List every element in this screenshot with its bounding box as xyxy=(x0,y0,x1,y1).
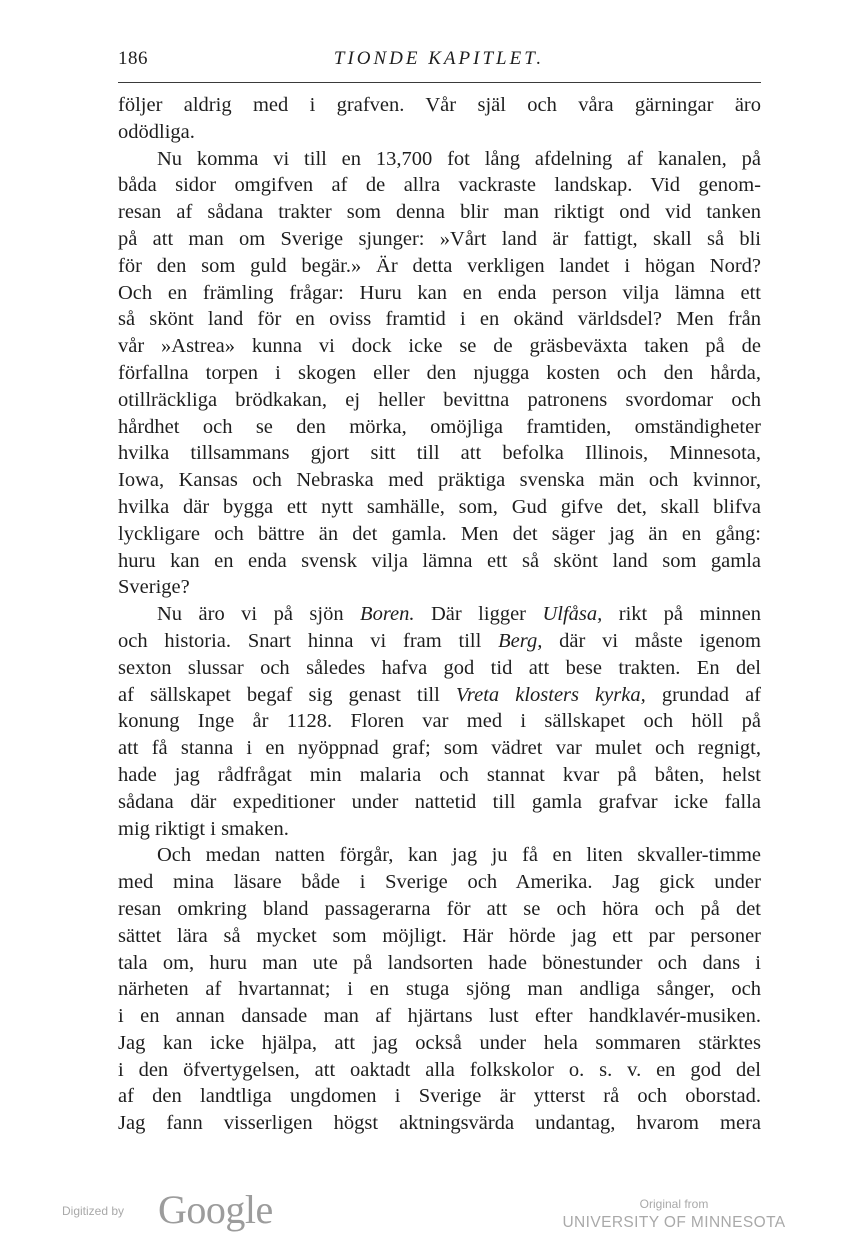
text-line: Jag fann visserligen högst aktningsvärda undantag, hvarom mera xyxy=(118,1112,761,1135)
italic-fragment: Vreta klosters kyrka, xyxy=(455,683,646,706)
text-line: hvilka där bygga ett nytt samhälle, som, Gud gifve det, skall blifva xyxy=(118,495,761,518)
text-line: sättet lära så mycket som möjligt. Här hörde jag ett par personer xyxy=(118,924,761,947)
text-fragment: Nu äro vi på sjön xyxy=(157,603,361,626)
source-institution: UNIVERSITY OF MINNESOTA xyxy=(562,1214,786,1231)
source-watermark xyxy=(554,1196,794,1234)
text-line: otillräckliga brödkakan, ej heller bevittna patronens svordomar och xyxy=(118,388,761,411)
text-line: sexton slussar och således hafva god tid att bese trakten. En del xyxy=(118,656,761,679)
text-fragment: Där ligger xyxy=(414,603,543,626)
text-line: i den öfvertygelsen, att oaktadt alla folkskolor o. s. v. en god del xyxy=(118,1058,761,1081)
text-line: sådana där expeditioner under nattetid till gamla grafvar icke falla xyxy=(118,790,761,813)
text-line: så skönt land för en oviss framtid i en okänd världsdel? Men från xyxy=(118,308,761,331)
header-rule xyxy=(118,82,761,83)
text-line: följer aldrig med i grafven. Vår själ och våra gärningar äro xyxy=(118,94,761,116)
digitized-label: Digitized by xyxy=(62,1204,125,1218)
text-line: tala om, huru man ute på landsorten hade bönestunder och dans i xyxy=(118,951,761,974)
text-line: Iowa, Kansas och Nebraska med präktiga svenska män och kvinnor, xyxy=(118,469,761,492)
text-line: huru kan en enda svensk vilja lämna ett så skönt land som gamla xyxy=(118,549,761,572)
text-line: hvilka tillsammans gjort sitt till att befolka Illinois, Minnesota, xyxy=(118,442,761,465)
text-line: af sällskapet begaf sig genast till Vreta klosters kyrka, grundad af xyxy=(118,683,761,706)
text-line: resan omkring bland passagerarna för att se och höra och på det xyxy=(118,897,761,920)
text-line: för den som guld begär.» Är detta verkligen landet i högan Nord? xyxy=(118,254,761,277)
text-line: och historia. Snart hinna vi fram till Berg, där vi måste igenom xyxy=(118,629,761,652)
text-line: Jag kan icke hjälpa, att jag också under hela sommaren stärktes xyxy=(118,1031,761,1054)
text-line: resan af sådana trakter som denna blir man riktigt ond vid tanken xyxy=(118,201,761,224)
text-line-mixed xyxy=(118,601,761,628)
running-head xyxy=(118,48,760,74)
text-line: hårdhet och se den mörka, omöjliga framtiden, omständigheter xyxy=(118,415,761,438)
text-line: i en annan dansade man af hjärtans lust efter handklavér-musiken. xyxy=(118,1005,761,1028)
text-line: lyckligare och bättre än det gamla. Men det säger jag än en gång: xyxy=(118,522,761,545)
text-line: odödliga. xyxy=(118,120,195,143)
google-logo: Google xyxy=(158,1187,273,1232)
text-line: närheten af hvartannat; i en stuga sjöng man andliga sånger, och xyxy=(118,978,761,1001)
digitized-by-watermark xyxy=(62,1186,302,1230)
place-name-italic: Boren. xyxy=(360,603,415,626)
text-line: Och en främling frågar: Huru kan en enda person vilja lämna ett xyxy=(118,281,761,304)
chapter-title: TIONDE KAPITLET. xyxy=(333,48,545,69)
page-number: 186 xyxy=(118,48,148,69)
text-line: mig riktigt i smaken. xyxy=(118,817,289,840)
text-line: båda sidor omgifven af de allra vackraste landskap. Vid genom- xyxy=(118,174,761,197)
text-line: på att man om Sverige sjunger: »Vårt land är fattigt, skall så bli xyxy=(118,227,761,250)
text-line: att få stanna i en nyöppnad graf; som vädret var mulet och regnigt, xyxy=(118,737,761,760)
text-line: förfallna torpen i skogen eller den njugga kosten och den hårda, xyxy=(118,361,761,384)
source-top-label: Original from xyxy=(639,1197,709,1211)
text-line: med mina läsare både i Sverige och Amerika. Jag gick under xyxy=(118,871,761,894)
text-line: hade jag rådfrågat min malaria och stannat kvar på båten, helst xyxy=(118,763,761,786)
body-text xyxy=(118,92,761,1137)
text-line: Och medan natten förgår, kan jag ju få en liten skvaller-timme xyxy=(157,844,761,867)
text-line: Sverige? xyxy=(118,576,190,599)
text-line: Nu komma vi till en 13,700 fot lång afdelning af kanalen, på xyxy=(157,147,761,170)
text-line: konung Inge år 1128. Floren var med i sällskapet och höll på xyxy=(118,710,761,733)
text-line: af den landtliga ungdomen i Sverige är ytterst rå och oborstad. xyxy=(118,1085,761,1108)
italic-fragment: Berg, xyxy=(498,629,543,652)
text-line: vår »Astrea» kunna vi dock icke se de gräsbeväxta taken på de xyxy=(118,335,761,358)
place-name-italic: Ulfåsa, xyxy=(542,603,603,626)
text-fragment: rikt på minnen xyxy=(602,603,761,626)
